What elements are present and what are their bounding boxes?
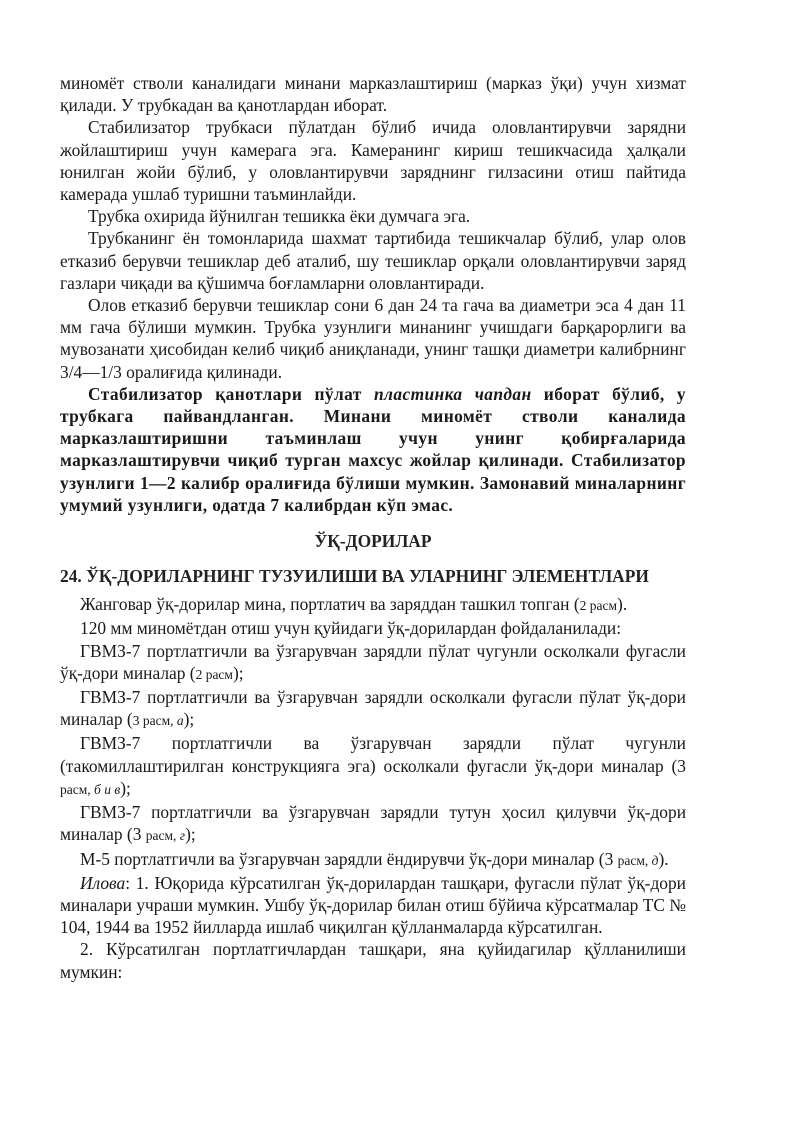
paragraph-stabilizer-tube: Стабилизатор трубкаси пўлатдан бўлиб ичида оловлантирувчи зарядни жойлаштириш учун камерага эга. Камеранинг кириш тешикчасида ҳалқали юнилган жойи бўлиб, у оловлантирувчи заряднинг гилзасини отиш пайтида камерада ушлаб туришни таъминлайди.: [60, 117, 686, 205]
list-item-gvmz-smoke: [60, 801, 686, 847]
figure-ref-letter: д: [651, 852, 659, 868]
note-paragraph: [60, 872, 686, 939]
figure-ref-letter: а: [176, 713, 184, 729]
text-fragment: ГВМЗ-7 портлатгичли ва ўзгарувчан зарядли пўлат чугунли (такомиллаштирилган конструкцияга эга) осколкали фугасли ўқ-дори миналар (3: [60, 733, 686, 776]
note-text: : 1. Юқорида кўрсатилган ўқ-дорилардан ташқари, фугасли пўлат ўқ-дори миналари учраши мумкин. Ушбу ўқ-дорилар билан отиш бўйича кўрсатмалар ТС № 104, 1944 ва 1952 йилларда ишлаб чиқилган қўлланмаларда кўрсатилган.: [60, 872, 686, 938]
paragraph-fire-holes: Трубканинг ён томонларида шахмат тартибида тешикчалар бўлиб, улар олов етказиб берувчи тешиклар деб аталиб, шу тешиклар орқали оловлантирувчи заряд газлари чиқади ва қўшимча боғламларни оловлантиради.: [60, 228, 686, 293]
list-item-gvmz-steel-cast: [60, 640, 686, 686]
figure-ref: расм,: [145, 828, 180, 844]
figure-ref: 3 расм,: [132, 713, 177, 729]
text-fragment: );: [183, 709, 195, 730]
figure-ref: расм,: [617, 852, 652, 868]
paragraph-stabilizer-wings: [60, 383, 686, 516]
section-heading-ammo: ЎҚ-ДОРИЛАР: [314, 531, 432, 552]
list-item-gvmz-improved: [60, 732, 686, 801]
text-fragment: ).: [658, 848, 669, 869]
figure-ref: расм,: [60, 781, 95, 797]
text-fragment: );: [120, 777, 131, 798]
figure-ref-letter: г: [179, 828, 186, 844]
list-item-120mm: 120 мм миномётдан отиш учун қуйидаги ўқ-дорилардан фойдаланилади:: [80, 618, 622, 639]
wings-text-b: иборат бўлиб, у трубкага пайвандланган. Минани миномёт ствoли каналида марказлаштиришни таъминлаш учун унинг қобирғаларида марказлаштирувчи чиқиб турган махсус жойлар қилинади. Стабилизатор узунлиги 1—2 калибр оралиғида бўлиши мумкин. Замонавий миналарнинг умумий узунлиги, одатда 7 калибрдан кўп эмас.: [60, 383, 686, 515]
paragraph-tube-end: Трубка охирида йўнилган тешикка ёки думчага эга.: [88, 206, 471, 227]
text-fragment: Жанговар ўқ-дорилар мина, портлатич ва заряддан ташкил топган (: [80, 594, 580, 615]
text-fragment: ГВМЗ-7 портлатгичли ва ўзгарувчан зарядли тутун ҳосил қилувчи ўқ-дори миналар (3: [60, 802, 686, 845]
list-item-combat-ammo: [60, 593, 686, 617]
list-item-gvmz-steel: [60, 686, 686, 732]
wings-text-italic: пластинка чапдан: [373, 383, 532, 404]
text-fragment: );: [232, 662, 244, 683]
text-fragment: ГВМЗ-7 портлатгичли ва ўзгарувчан зарядли пўлат чугунли осколкали фугасли ўқ-дори миналар (: [60, 640, 686, 683]
paragraph-holes-count: Олов етказиб берувчи тешиклар сони 6 дан 24 та гача ва диаметри эса 4 дан 11 мм гача бўлиши мумкин. Трубка узунлиги минанинг учишдаги барқарорлиги ва мувозанати ҳисобидан келиб чиқиб аниқланади, унинг ташқи диаметри калибрнинг 3/4—1/3 оралиғида қилинади.: [60, 295, 686, 382]
figure-ref: 2 расм: [195, 666, 233, 682]
wings-text-a: Стабилизатор қанотлари пўлат: [88, 383, 374, 404]
list-item-m5-incendiary: [60, 848, 686, 872]
figure-ref-letter: б и в: [94, 781, 121, 797]
document-page: [60, 72, 686, 983]
text-fragment: ).: [617, 594, 628, 615]
text-fragment: М-5 портлатгичли ва ўзгарувчан зарядли ёндирувчи ўқ-дори миналар (3: [80, 848, 618, 869]
paragraph-mina-centering: миномёт ствoли каналидаги минани марказлаштириш (марказ ўқи) учун хизмат қилади. У трубкадан ва қанотлардан иборат.: [60, 73, 686, 116]
text-fragment: ГВМЗ-7 портлатгичли ва ўзгарувчан зарядли осколкали фугасли пўлат ўқ-дори миналар (: [60, 687, 686, 730]
section-heading-24: 24. ЎҚ-ДОРИЛАРНИНГ ТУЗУИЛИШИ ВА УЛАРНИНГ ЭЛЕМЕНТЛАРИ: [60, 566, 649, 587]
note-item-2: 2. Кўрсатилган портлатгичлардан ташқари, яна қуйидагилар қўлланилиши мумкин:: [60, 939, 686, 982]
note-label: Илова: [80, 872, 126, 893]
text-fragment: );: [185, 824, 196, 845]
figure-ref: 2 расм: [579, 598, 618, 614]
